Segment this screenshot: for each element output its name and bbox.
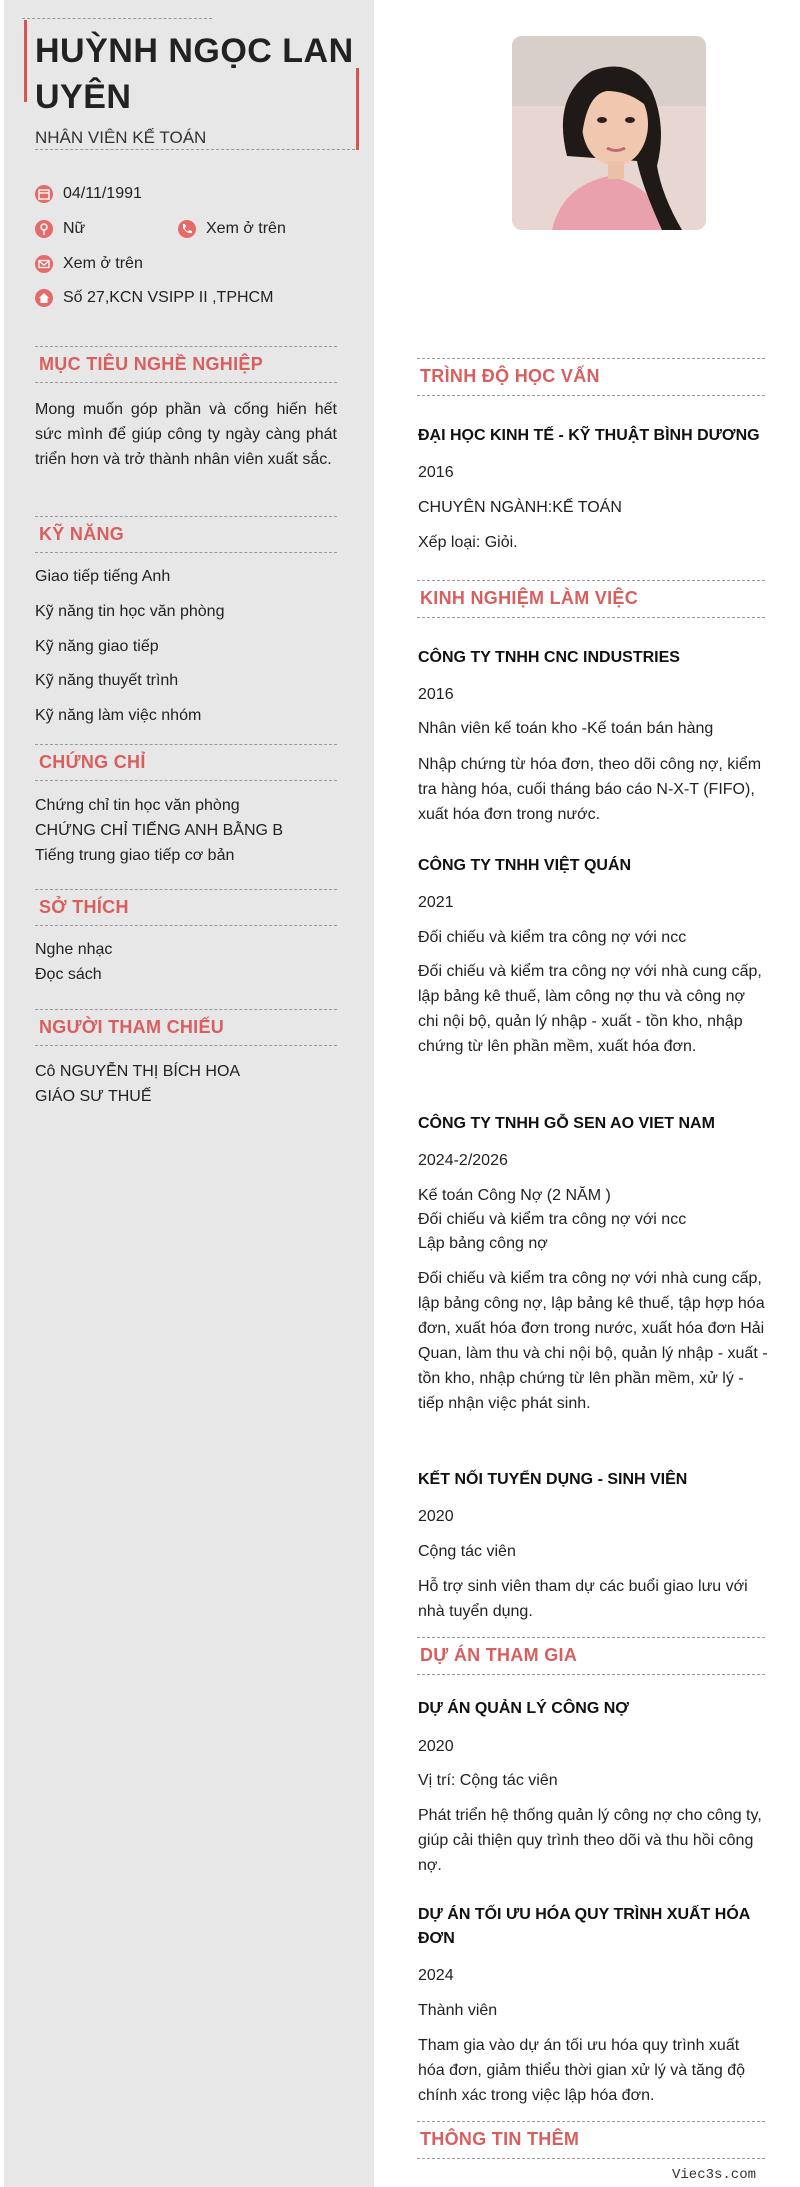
job-description: Nhập chứng từ hóa đơn, theo dõi công nợ, kiểm tra hàng hóa, cuối tháng báo cáo N-X-T (FIFO), xuất hóa đơn trong nước.	[418, 756, 762, 823]
skill-item: Kỹ năng tin học văn phòng	[35, 603, 225, 620]
reference-item: Cô NGUYỄN THỊ BÍCH HOA	[35, 1063, 241, 1080]
home-icon	[35, 289, 53, 307]
job-position-line: Đối chiếu và kiểm tra công nợ với ncc	[418, 1211, 687, 1228]
section-hobbies	[35, 889, 337, 926]
section-title: NGƯỜI THAM CHIẾU	[39, 1017, 225, 1037]
header-accent-bar-right	[356, 68, 359, 150]
job-company: CÔNG TY TNHH VIỆT QUÁN	[418, 857, 632, 874]
education-grade: Xếp loại: Giỏi.	[418, 534, 518, 551]
project-name: DỰ ÁN TỐI ƯU HÓA QUY TRÌNH XUẤT HÓA ĐƠN	[418, 1906, 750, 1947]
header-top-divider	[22, 18, 212, 19]
job-time: 2016	[418, 686, 454, 703]
skill-item: Kỹ năng làm việc nhóm	[35, 707, 202, 724]
section-skills	[35, 516, 337, 553]
section-title: KINH NGHIỆM LÀM VIỆC	[420, 588, 639, 608]
gender-row	[35, 220, 85, 238]
certificate-item: Tiếng trung giao tiếp cơ bản	[35, 847, 235, 864]
section-title: KỸ NĂNG	[39, 524, 125, 544]
gender-text: Nữ	[63, 220, 86, 237]
address-row	[35, 289, 273, 307]
section-extra-info	[417, 2121, 765, 2159]
header-accent-bar-left	[24, 20, 27, 102]
section-objective	[35, 346, 337, 383]
education-school: ĐẠI HỌC KINH TẾ - KỸ THUẬT BÌNH DƯƠNG	[418, 427, 760, 444]
job-position-line: Lập bảng công nợ	[418, 1235, 548, 1252]
education-major: CHUYÊN NGÀNH:KẾ TOÁN	[418, 499, 622, 516]
job-company: CÔNG TY TNHH CNC INDUSTRIES	[418, 649, 680, 666]
job-time: 2020	[418, 1508, 454, 1525]
job-company: KẾT NỐI TUYỂN DỤNG - SINH VIÊN	[418, 1471, 688, 1488]
hobby-item: Nghe nhạc	[35, 941, 113, 958]
section-title: CHỨNG CHỈ	[39, 752, 146, 772]
job-description: Hỗ trợ sinh viên tham dự các buổi giao lưu với nhà tuyển dụng.	[418, 1578, 748, 1620]
certificate-item: Chứng chỉ tin học văn phòng	[35, 797, 240, 814]
phone-row	[178, 220, 286, 238]
job-time: 2021	[418, 894, 454, 911]
email-icon	[35, 255, 53, 273]
job-position-line: Kế toán Công Nợ (2 NĂM )	[418, 1187, 611, 1204]
reference-item: GIÁO SƯ THUẾ	[35, 1088, 152, 1105]
project-time: 2024	[418, 1967, 454, 1984]
job-company: CÔNG TY TNHH GỖ SEN AO VIET NAM	[418, 1115, 715, 1132]
section-education	[417, 358, 765, 396]
email-text: Xem ở trên	[63, 255, 143, 272]
candidate-role: NHÂN VIÊN KẾ TOÁN	[35, 128, 207, 147]
section-title: SỞ THÍCH	[39, 897, 129, 917]
education-year: 2016	[418, 464, 454, 481]
job-description: Đối chiếu và kiểm tra công nợ với nhà cung cấp, lập bảng công nợ, lập bảng kê thuế, tập hợp hóa đơn, xuất hóa đơn trong nước, xuất hóa đơn Hải Quan, làm thu và chi nội bộ, quản lý nhập - xuất - tồn kho, nhập chứng từ lên phần mềm, xử lý - tiếp nhận việc phát sinh.	[418, 1270, 768, 1412]
section-title: TRÌNH ĐỘ HỌC VẤN	[420, 366, 600, 386]
section-certificates	[35, 744, 337, 781]
dob-row	[35, 185, 142, 203]
section-title: MỤC TIÊU NGHỀ NGHIỆP	[39, 354, 264, 374]
gender-icon	[35, 220, 53, 238]
job-position: Cộng tác viên	[418, 1543, 516, 1560]
section-projects	[417, 1637, 765, 1675]
skill-item: Kỹ năng thuyết trình	[35, 672, 179, 689]
email-row	[35, 255, 143, 273]
candidate-name: HUỲNH NGỌC LAN UYÊN	[35, 32, 354, 116]
job-time: 2024-2/2026	[418, 1152, 508, 1169]
footer-watermark: Viec3s.com	[672, 2167, 757, 2183]
job-position: Nhân viên kế toán kho -Kế toán bán hàng	[418, 720, 714, 737]
section-title: DỰ ÁN THAM GIA	[420, 1645, 578, 1665]
phone-text: Xem ở trên	[206, 220, 286, 237]
project-description: Phát triển hệ thống quản lý công nợ cho công ty, giúp cải thiện quy trình theo dõi và thu hồi công nợ.	[418, 1807, 762, 1874]
job-description: Đối chiếu và kiểm tra công nợ với nhà cung cấp, lập bảng kê thuế, làm công nợ thu và công nợ chi nội bộ, quản lý nhập - xuất - tồn kho, nhập chứng từ lên phần mềm, xuất hóa đơn.	[418, 963, 762, 1055]
project-role: Thành viên	[418, 2002, 498, 2019]
job-position: Đối chiếu và kiểm tra công nợ với ncc	[418, 929, 687, 946]
hobby-item: Đọc sách	[35, 966, 102, 983]
phone-icon	[178, 220, 196, 238]
project-description: Tham gia vào dự án tối ưu hóa quy trình xuất hóa đơn, giảm thiểu thời gian xử lý và tăng độ chính xác trong việc lập hóa đơn.	[418, 2037, 745, 2104]
section-references	[35, 1009, 337, 1046]
project-name: DỰ ÁN QUẢN LÝ CÔNG NỢ	[418, 1700, 629, 1717]
section-title: THÔNG TIN THÊM	[420, 2129, 580, 2149]
address-text: Số 27,KCN VSIPP II ,TPHCM	[63, 289, 274, 306]
skill-item: Kỹ năng giao tiếp	[35, 638, 159, 655]
certificate-item: CHỨNG CHỈ TIẾNG ANH BẰNG B	[35, 822, 284, 839]
profile-photo	[512, 36, 706, 230]
project-role: Vị trí: Cộng tác viên	[418, 1772, 558, 1789]
dob-text: 04/11/1991	[63, 185, 142, 202]
calendar-icon	[35, 185, 53, 203]
project-time: 2020	[418, 1738, 454, 1755]
objective-text: Mong muốn góp phần và cống hiến hết sức mình để giúp công ty ngày càng phát triển hơn và trở thành nhân viên xuất sắc.	[35, 401, 337, 468]
skill-item: Giao tiếp tiếng Anh	[35, 568, 171, 585]
section-experience	[417, 580, 765, 618]
role-divider	[35, 149, 355, 150]
